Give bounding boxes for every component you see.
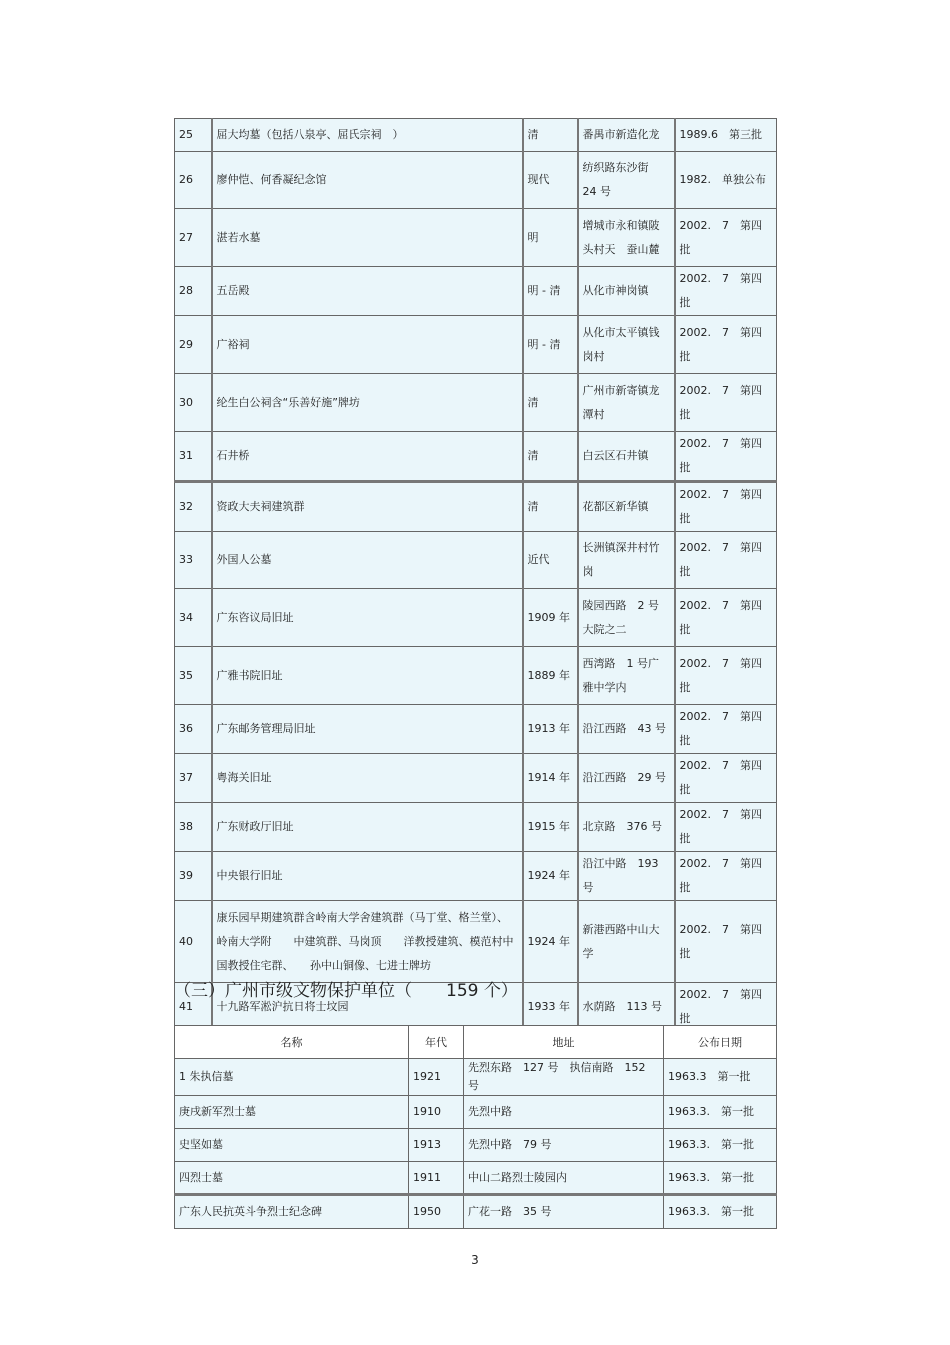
site-location: 从化市太平镇钱岗村 <box>578 316 675 374</box>
publish-date: 2002. 7 第四批 <box>675 267 777 316</box>
site-location: 从化市神岗镇 <box>578 267 675 316</box>
site-era: 清 <box>523 482 578 532</box>
page-number: 3 <box>471 1253 479 1267</box>
table-row <box>175 1129 777 1162</box>
site-era: 清 <box>523 432 578 482</box>
site-name: 粤海关旧址 <box>212 754 523 803</box>
row-number: 38 <box>175 803 212 852</box>
site-location: 水荫路 113 号 <box>578 983 675 1032</box>
publish-date: 2002. 7 第四批 <box>675 482 777 532</box>
site-address: 广花一路 35 号 <box>464 1195 664 1229</box>
publish-date: 2002. 7 第四批 <box>675 901 777 983</box>
row-number: 29 <box>175 316 212 374</box>
header-address: 地址 <box>464 1026 664 1059</box>
publish-date: 2002. 7 第四批 <box>675 432 777 482</box>
table-row <box>175 1059 777 1096</box>
site-name: 外国人公墓 <box>212 532 523 589</box>
row-number: 31 <box>175 432 212 482</box>
site-name: 四烈士墓 <box>175 1162 409 1195</box>
site-name: 广东咨议局旧址 <box>212 589 523 647</box>
site-era: 现代 <box>523 152 578 209</box>
publish-date: 1989.6 第三批 <box>675 119 777 152</box>
site-year: 1921 <box>409 1059 464 1096</box>
site-name: 康乐园早期建筑群含岭南大学舍建筑群（马丁堂、格兰堂）、岭南大学附 中建筑群、马岗顶 洋教授建筑、模范村中国教授住宅群、 孙中山铜像、七进士牌坊 <box>212 901 523 983</box>
site-location: 花都区新华镇 <box>578 482 675 532</box>
row-number: 40 <box>175 901 212 983</box>
site-location: 北京路 376 号 <box>578 803 675 852</box>
site-year: 1911 <box>409 1162 464 1195</box>
row-number: 30 <box>175 374 212 432</box>
table-row <box>175 901 777 983</box>
table-row <box>175 532 777 589</box>
section-heading: （三）广州市级文物保护单位（ 159 个） <box>174 981 518 1001</box>
publish-date: 1963.3. 第一批 <box>664 1129 777 1162</box>
site-era: 1924 年 <box>523 901 578 983</box>
table-row <box>175 754 777 803</box>
site-era: 1933 年 <box>523 983 578 1032</box>
header-year: 年代 <box>409 1026 464 1059</box>
table-row <box>175 705 777 754</box>
site-era: 近代 <box>523 532 578 589</box>
publish-date: 1963.3 第一批 <box>664 1059 777 1096</box>
site-era: 1914 年 <box>523 754 578 803</box>
site-era: 1913 年 <box>523 705 578 754</box>
site-location: 白云区石井镇 <box>578 432 675 482</box>
site-address: 中山二路烈士陵园内 <box>464 1162 664 1195</box>
row-number: 27 <box>175 209 212 267</box>
row-number: 35 <box>175 647 212 705</box>
publish-date: 2002. 7 第四批 <box>675 647 777 705</box>
row-number: 32 <box>175 482 212 532</box>
publish-date: 2002. 7 第四批 <box>675 209 777 267</box>
table-row <box>175 647 777 705</box>
row-number: 37 <box>175 754 212 803</box>
site-address: 先烈中路 79 号 <box>464 1129 664 1162</box>
publish-date: 2002. 7 第四批 <box>675 852 777 901</box>
header-date: 公布日期 <box>664 1026 777 1059</box>
table-row <box>175 1162 777 1195</box>
site-name: 石井桥 <box>212 432 523 482</box>
publish-date: 2002. 7 第四批 <box>675 754 777 803</box>
publish-date: 2002. 7 第四批 <box>675 589 777 647</box>
site-name: 广雅书院旧址 <box>212 647 523 705</box>
site-name: 广裕祠 <box>212 316 523 374</box>
site-era: 1924 年 <box>523 852 578 901</box>
site-era: 1909 年 <box>523 589 578 647</box>
table-row <box>175 852 777 901</box>
site-era: 1915 年 <box>523 803 578 852</box>
site-location: 西湾路 1 号广雅中学内 <box>578 647 675 705</box>
row-number: 28 <box>175 267 212 316</box>
table-row <box>175 267 777 316</box>
site-location: 沿江西路 29 号 <box>578 754 675 803</box>
row-number: 26 <box>175 152 212 209</box>
table-row <box>175 589 777 647</box>
table-row <box>175 1195 777 1229</box>
row-number: 41 <box>175 983 212 1032</box>
site-location: 长洲镇深井村竹岗 <box>578 532 675 589</box>
site-name: 1 朱执信墓 <box>175 1059 409 1096</box>
site-location: 纺织路东沙街 24 号 <box>578 152 675 209</box>
site-name: 广东财政厅旧址 <box>212 803 523 852</box>
heritage-table-municipal <box>174 1025 777 1229</box>
table-header-row <box>175 1026 777 1059</box>
table-row <box>175 316 777 374</box>
table-row <box>175 1096 777 1129</box>
site-location: 沿江西路 43 号 <box>578 705 675 754</box>
site-location: 广州市新寄镇龙潭村 <box>578 374 675 432</box>
publish-date: 1963.3. 第一批 <box>664 1195 777 1229</box>
site-location: 新港西路中山大学 <box>578 901 675 983</box>
site-name: 十九路军淞沪抗日将士坟园 <box>212 983 523 1032</box>
site-name: 广东人民抗英斗争烈士纪念碑 <box>175 1195 409 1229</box>
site-name: 屈大均墓（包括八泉亭、屈氏宗祠 ） <box>212 119 523 152</box>
site-era: 清 <box>523 119 578 152</box>
site-name: 纶生白公祠含“乐善好施”牌坊 <box>212 374 523 432</box>
site-name: 广东邮务管理局旧址 <box>212 705 523 754</box>
site-name: 五岳殿 <box>212 267 523 316</box>
site-name: 资政大夫祠建筑群 <box>212 482 523 532</box>
publish-date: 2002. 7 第四批 <box>675 705 777 754</box>
site-location: 增城市永和镇陂头村天 蚕山麓 <box>578 209 675 267</box>
heritage-table-provincial <box>174 118 777 1032</box>
publish-date: 2002. 7 第四批 <box>675 316 777 374</box>
header-name: 名称 <box>175 1026 409 1059</box>
row-number: 25 <box>175 119 212 152</box>
publish-date: 2002. 7 第四批 <box>675 532 777 589</box>
publish-date: 2002. 7 第四批 <box>675 374 777 432</box>
site-era: 清 <box>523 374 578 432</box>
site-location: 沿江中路 193 号 <box>578 852 675 901</box>
site-year: 1910 <box>409 1096 464 1129</box>
row-number: 39 <box>175 852 212 901</box>
row-number: 33 <box>175 532 212 589</box>
site-location: 陵园西路 2 号大院之二 <box>578 589 675 647</box>
publish-date: 1963.3. 第一批 <box>664 1096 777 1129</box>
site-address: 先烈中路 <box>464 1096 664 1129</box>
site-era: 明 - 清 <box>523 267 578 316</box>
site-location: 番禺市新造化龙 <box>578 119 675 152</box>
table-row <box>175 803 777 852</box>
table-row <box>175 119 777 152</box>
publish-date: 1963.3. 第一批 <box>664 1162 777 1195</box>
table-row <box>175 432 777 482</box>
site-address: 先烈东路 127 号 执信南路 152 号 <box>464 1059 664 1096</box>
site-name: 庚戌新军烈士墓 <box>175 1096 409 1129</box>
table-row <box>175 209 777 267</box>
row-number: 34 <box>175 589 212 647</box>
table-row <box>175 374 777 432</box>
site-name: 中央银行旧址 <box>212 852 523 901</box>
publish-date: 2002. 7 第四批 <box>675 983 777 1032</box>
site-era: 1889 年 <box>523 647 578 705</box>
site-year: 1913 <box>409 1129 464 1162</box>
site-name: 史坚如墓 <box>175 1129 409 1162</box>
site-era: 明 <box>523 209 578 267</box>
site-year: 1950 <box>409 1195 464 1229</box>
site-name: 湛若水墓 <box>212 209 523 267</box>
site-era: 明 - 清 <box>523 316 578 374</box>
publish-date: 2002. 7 第四批 <box>675 803 777 852</box>
site-name: 廖仲恺、何香凝纪念馆 <box>212 152 523 209</box>
publish-date: 1982. 单独公布 <box>675 152 777 209</box>
table-row <box>175 152 777 209</box>
table-row <box>175 482 777 532</box>
row-number: 36 <box>175 705 212 754</box>
